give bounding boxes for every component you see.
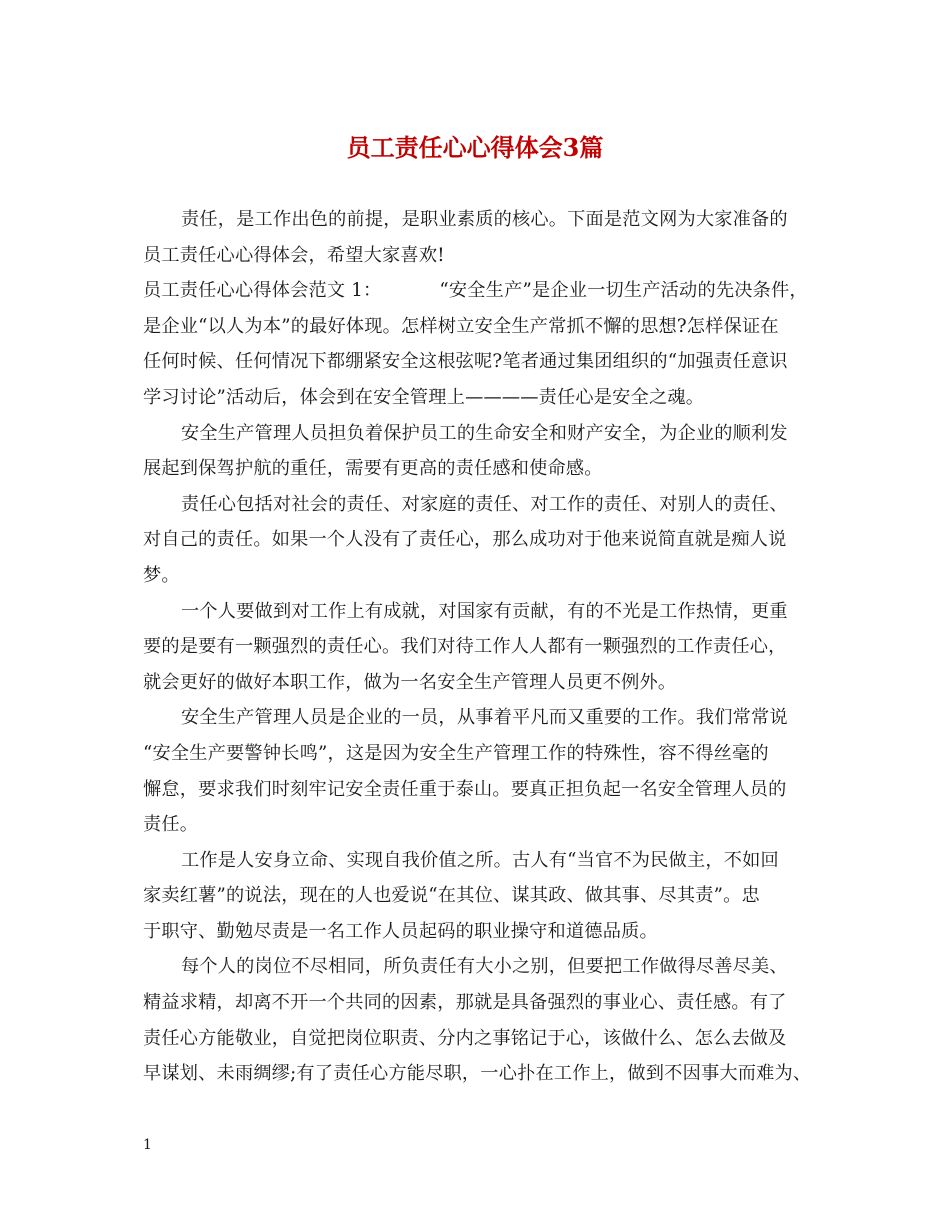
body-line: 就会更好的做好本职工作，做为一名安全生产管理人员更不例外。 (143, 671, 677, 693)
intro-line-1: 责任，是工作出色的前提，是职业素质的核心。下面是范文网为大家准备的 (181, 209, 788, 230)
page-number: 1 (143, 1137, 152, 1153)
body-line: 任何时候、任何情况下都绷紧安全这根弦呢?笔者通过集团组织的“加强责任意识 (143, 351, 788, 373)
body-line: 安全生产管理人员是企业的一员，从事着平凡而又重要的工作。我们常常说 (181, 707, 788, 729)
intro-line-2: 员工责任心心得体会，希望大家喜欢! (143, 244, 445, 266)
document-title: 员工责任心心得体会3篇 (346, 133, 604, 162)
body-line: 懈怠，要求我们时刻牢记安全责任重于泰山。要真正担负起一名安全管理人员的 (143, 778, 787, 800)
body-line: 责任。 (143, 814, 199, 836)
body-line: “安全生产要警钟长鸣”，这是因为安全生产管理工作的特殊性，容不得丝毫的 (143, 742, 769, 764)
body-line: 安全生产管理人员担负着保护员工的生命安全和财产安全，为企业的顺利发 (181, 422, 788, 444)
body-line: 责任心方能敬业，自觉把岗位职责、分内之事铭记于心，该做什么、怎么去做及 (143, 1027, 787, 1049)
body-line: 家卖红薯”的说法，现在的人也爱说“在其位、谋其政、做其事、尽其责”。忠 (143, 885, 760, 907)
body-line: 于职守、勤勉尽责是一名工作人员起码的职业操守和道德品质。 (143, 920, 658, 942)
body-line: 展起到保驾护航的重任，需要有更高的责任感和使命感。 (143, 458, 603, 480)
sample-text: “安全生产”是企业一切生产活动的先决条件， (439, 280, 808, 302)
body-line: 是企业“以人为本”的最好体现。怎样树立安全生产常抓不懈的思想?怎样保证在 (143, 315, 779, 337)
sample-label: 员工责任心心得体会范文 1： (143, 280, 382, 302)
sample-heading-line (143, 273, 823, 309)
body-line: 工作是人安身立命、实现自我价值之所。古人有“当官不为民做主，不如回 (181, 849, 779, 871)
document-body (143, 202, 823, 1092)
body-line: 梦。 (143, 564, 180, 586)
body-line: 对自己的责任。如果一个人没有了责任心，那么成功对于他来说简直就是痴人说 (143, 529, 787, 551)
body-line: 一个人要做到对工作上有成就，对国家有贡献，有的不光是工作热情，更重 (181, 600, 788, 622)
body-line: 要的是要有一颗强烈的责任心。我们对待工作人人都有一颗强烈的工作责任心， (143, 636, 787, 658)
body-line: 责任心包括对社会的责任、对家庭的责任、对工作的责任、对别人的责任、 (181, 493, 788, 515)
body-line: 早谋划、未雨绸缪;有了责任心方能尽职，一心扑在工作上，做到不因事大而难为、 (143, 1063, 812, 1085)
body-line: 精益求精，却离不开一个共同的因素，那就是具备强烈的事业心、责任感。有了 (143, 992, 787, 1014)
body-line: 每个人的岗位不尽相同，所负责任有大小之别，但要把工作做得尽善尽美、 (181, 956, 788, 978)
body-line: 学习讨论”活动后，体会到在安全管理上————责任心是安全之魂。 (143, 386, 705, 408)
